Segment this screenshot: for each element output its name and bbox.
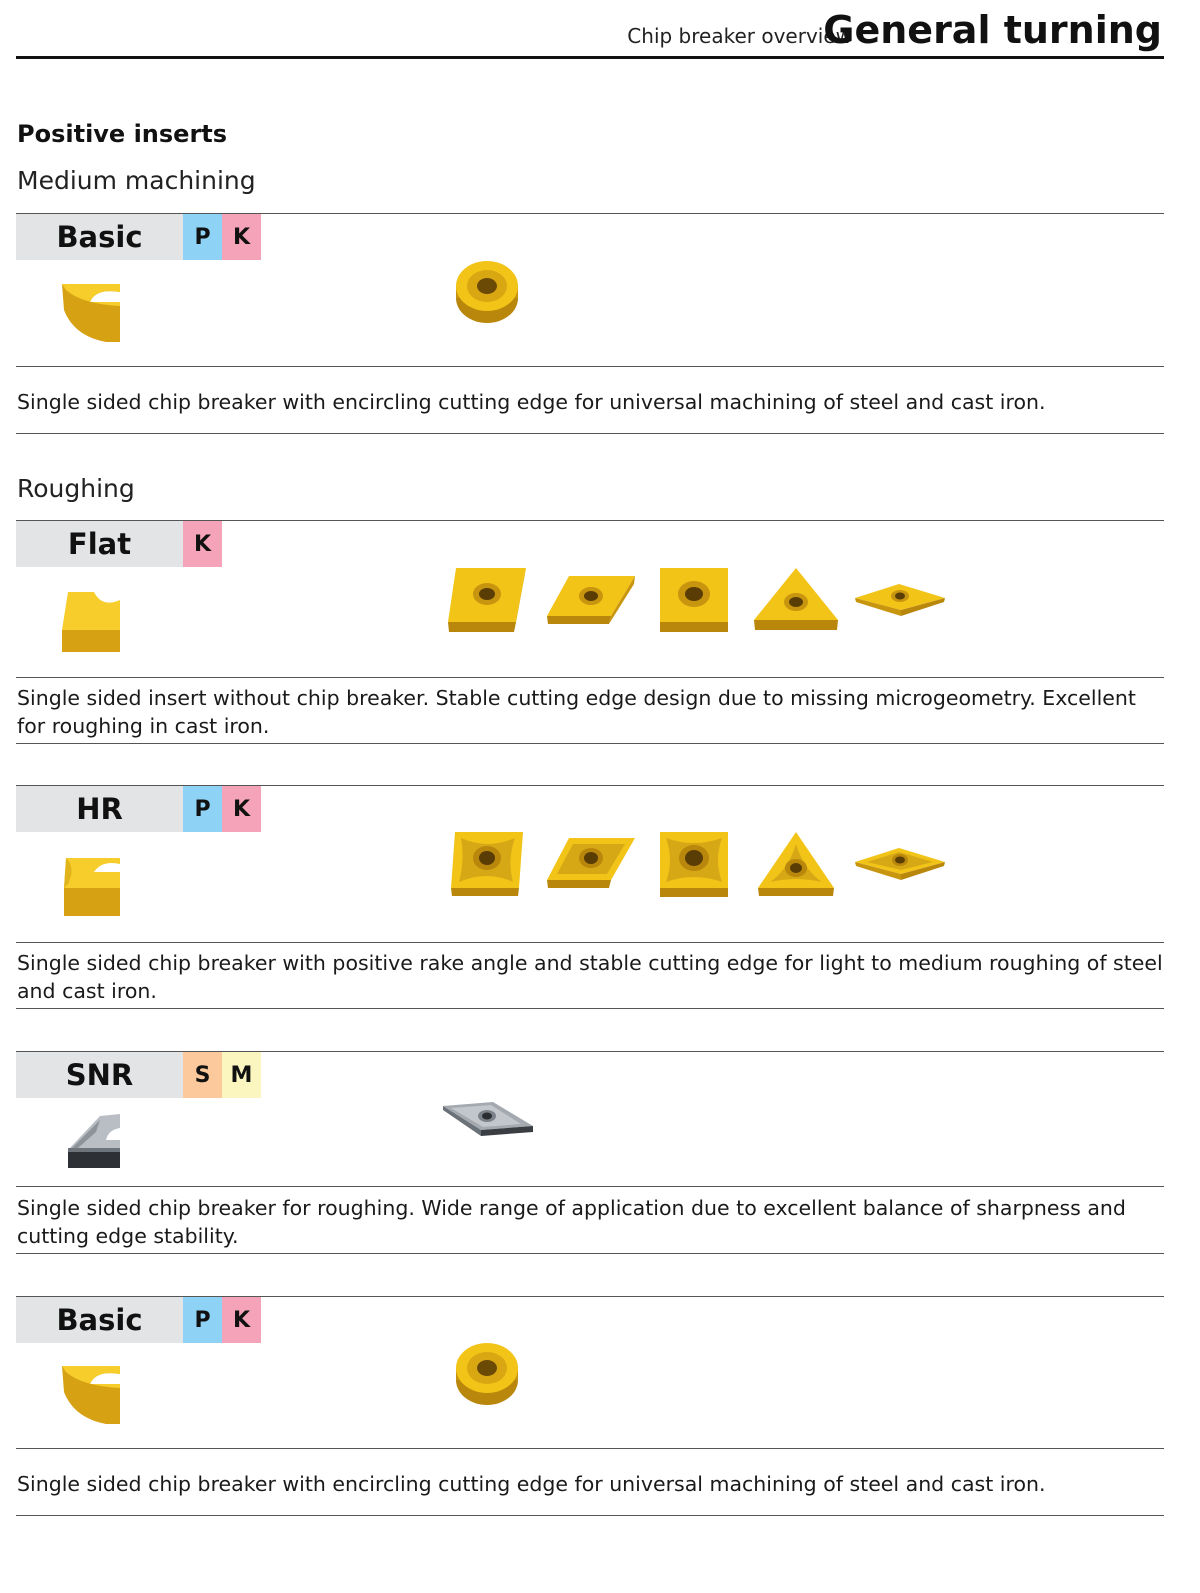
rule	[16, 433, 1164, 434]
material-tag-p: P	[183, 1297, 222, 1343]
chip-breaker-description: Single sided chip breaker with encircling cutting edge for universal machining of steel and cast iron.	[17, 390, 1046, 414]
chip-breaker-description: Single sided chip breaker with positive rake angle and stable cutting edge for light to medium roughing of steel and cast iron.	[17, 951, 1163, 1003]
medium-machining-heading: Medium machining	[17, 166, 256, 195]
chip-breaker-profile-icon	[66, 1110, 122, 1170]
material-tag-k: K	[222, 786, 261, 832]
section-title: Positive inserts	[17, 120, 228, 148]
chip-breaker-label-basic: Basic	[16, 214, 183, 260]
triangular-hr-insert-icon	[756, 830, 838, 900]
rule	[16, 1515, 1164, 1516]
material-tag-p: P	[183, 786, 222, 832]
rule	[16, 677, 1164, 678]
chip-breaker-profile-icon	[60, 590, 122, 654]
material-tag-m: M	[222, 1052, 261, 1098]
rhombic-55-insert-icon	[545, 574, 637, 630]
round-insert-icon	[454, 258, 520, 326]
material-tag-k: K	[222, 214, 261, 260]
chip-breaker-label-hr: HR	[16, 786, 183, 832]
chip-breaker-label-snr: SNR	[16, 1052, 183, 1098]
rule	[16, 1186, 1164, 1187]
chip-breaker-profile-icon	[60, 280, 122, 346]
round-insert-icon	[454, 1340, 520, 1408]
rule	[16, 942, 1164, 943]
header-title: General turning	[823, 8, 1162, 52]
rhombic-35-insert-icon	[853, 582, 947, 622]
header-rule	[16, 56, 1164, 59]
square-insert-icon	[658, 566, 730, 636]
rule	[16, 366, 1164, 367]
material-tag-s: S	[183, 1052, 222, 1098]
rule	[16, 743, 1164, 744]
chip-breaker-label-flat: Flat	[16, 521, 183, 567]
material-tag-p: P	[183, 214, 222, 260]
chip-breaker-description: Single sided chip breaker with encircling cutting edge for universal machining of steel and cast iron.	[17, 1472, 1046, 1496]
chip-breaker-description: Single sided chip breaker for roughing. Wide range of application due to excellent balance of sharpness and cutting edge stability.	[17, 1196, 1126, 1248]
rhombic-55-hr-insert-icon	[545, 836, 637, 896]
rule	[16, 1448, 1164, 1449]
square-hr-insert-icon	[658, 830, 730, 900]
chip-breaker-profile-icon	[60, 1362, 122, 1428]
rule	[16, 1008, 1164, 1009]
rule	[16, 1253, 1164, 1254]
rhombic-80-insert-icon	[446, 566, 530, 636]
chip-breaker-description: Single sided insert without chip breaker. Stable cutting edge design due to missing microgeometry. Excellent for roughing in cast iron.	[17, 686, 1136, 738]
rhombic-35-grey-insert-icon	[441, 1100, 535, 1144]
chip-breaker-label-basic: Basic	[16, 1297, 183, 1343]
chip-breaker-profile-icon	[62, 856, 122, 918]
material-tag-k: K	[222, 1297, 261, 1343]
rhombic-35-hr-insert-icon	[853, 846, 947, 886]
rhombic-80-hr-insert-icon	[449, 830, 527, 900]
roughing-heading: Roughing	[17, 474, 135, 503]
triangular-insert-icon	[752, 566, 842, 636]
header-subtitle: Chip breaker overview	[627, 24, 852, 48]
material-tag-k: K	[183, 521, 222, 567]
